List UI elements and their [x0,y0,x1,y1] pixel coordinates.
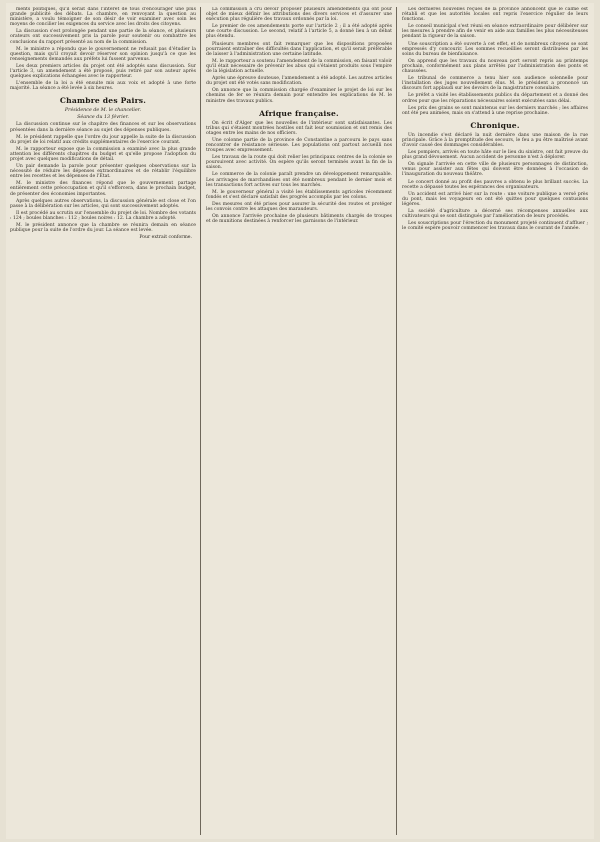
section-heading: Chronique. [470,120,520,130]
article-paragraph: Le commerce de la colonie paraît prendre un développement remarquable. Les arrivages de marchandises ont été nombreux pendant le dernier mois et les transactions fort actives sur tous les marchés. [206,172,392,188]
article-paragraph: La discussion continue sur le chapitre des finances et sur les observations présentées dans la dernière séance au sujet des dépenses publiques. [10,122,196,133]
article-paragraph: M. le président annonce que la chambre se réunira demain en séance publique pour la suite de l'ordre du jour. La séance est levée. [10,223,196,234]
article-paragraph: M. le président rappelle que l'ordre du jour appelle la suite de la discussion du projet de loi relatif aux crédits supplémentaires de l'exercice courant. [10,134,196,145]
section-heading: Afrique française. [259,108,339,118]
section-heading: Chambre des Pairs. [59,96,147,106]
article-paragraph: Après une épreuve douteuse, l'amendement a été adopté. Les autres articles du projet ont été votés sans modification. [206,76,392,87]
article-paragraph: Un accident est arrivé hier sur la route : une voiture publique a versé près du pont, mais les voyageurs en ont été quittes pour quelques contusions légères. [402,191,588,207]
column-3 [402,7,588,835]
article-paragraph: Les dernières nouvelles reçues de la province annoncent que le calme est rétabli et que les autorités locales ont repris l'exercice régulier de leurs fonctions. [402,7,588,23]
article-paragraph: Les pompiers, arrivés en toute hâte sur le lieu du sinistre, ont fait preuve du plus grand dévouement. Aucun accident de personne n'est à déplorer. [402,150,588,161]
column-2 [206,7,392,835]
article-paragraph: M. le ministre a répondu que le gouvernement ne refusait pas d'étudier la question, mais qu'il croyait devoir réserver son opinion jusqu'à ce que les renseignements demandés aux préfets lui fussent parvenus. [10,46,196,62]
article-paragraph: M. le rapporteur a soutenu l'amendement de la commission, en faisant valoir qu'il était nécessaire de prévenir les abus qui s'étaient produits sous l'empire de la législation actuelle. [206,58,392,75]
article-paragraph: Les deux premiers articles du projet ont été adoptés sans discussion. Sur l'article 3, un amendement a été proposé, puis retiré par son auteur après quelques explications échangées avec le rapporteur. [10,63,196,80]
article-paragraph: Les souscriptions pour l'érection du monument projeté continuent d'affluer ; le comité espère pouvoir commencer les travaux dans le courant de l'année. [402,221,588,232]
article-paragraph: Le tribunal de commerce a tenu hier son audience solennelle pour l'installation des juges nouvellement élus. M. le président a prononcé un discours fort applaudi sur les devoirs de la magistrature consulaire. [402,76,588,92]
article-paragraph: Le préfet a visité les établissements publics du département et a donné des ordres pour que les réparations nécessaires soient exécutées sans délai. [402,93,588,104]
article-paragraph: La commission a cru devoir proposer plusieurs amendements qui ont pour objet de mieux définir les attributions des divers services et d'assurer une exécution plus régulière des travaux ordonnés par la loi. [206,7,392,23]
article-paragraph: On annonce l'arrivée prochaine de plusieurs bâtiments chargés de troupes et de munitions destinées à renforcer les garnisons de l'intérieur. [206,214,392,225]
article-paragraph: La discussion s'est prolongée pendant une partie de la séance, et plusieurs orateurs ont successivement pris la parole pour soutenir ou combattre les conclusions du rapport présenté au nom de la commission. [10,29,196,45]
article-paragraph: Un pair demande la parole pour présenter quelques observations sur la nécessité de réduire les dépenses extraordinaires et de rétablir l'équilibre entre les recettes et les dépenses de l'État. [10,164,196,180]
article-paragraph: Plusieurs membres ont fait remarquer que les dispositions proposées pourraient entraîner des difficultés dans l'application, et qu'il serait préférable de laisser à l'administration une certaine latitude. [206,41,392,57]
article-paragraph: Une souscription a été ouverte à cet effet, et de nombreux citoyens se sont empressés d'y concourir. Les sommes recueillies seront distribuées par les soins du bureau de bienfaisance. [402,41,588,57]
article-paragraph: M. le ministre des finances répond que le gouvernement partage entièrement cette préoccupation et qu'il s'efforcera, dans le prochain budget, de présenter des économies importantes. [10,181,196,197]
signature-line: Pour extrait conforme. [139,235,192,241]
article-paragraph: M. le gouverneur général a visité les établissements agricoles récemment fondés et s'est déclaré satisfait des progrès accomplis par les colons. [206,189,392,200]
column-1 [10,7,196,835]
article-paragraph: Les prix des grains se sont maintenus sur les derniers marchés ; les affaires ont été peu animées, mais on s'attend à une reprise prochaine. [402,105,588,116]
article-paragraph: On apprend que les travaux du nouveau port seront repris au printemps prochain, conformément aux plans arrêtés par l'administration des ponts et chaussées. [402,58,588,75]
article-paragraph: Un incendie s'est déclaré la nuit dernière dans une maison de la rue principale. Grâce à la promptitude des secours, le feu a pu être maîtrisé avant d'avoir causé des dommages considérables. [402,132,588,148]
article-paragraph: Après quelques autres observations, la discussion générale est close et l'on passe à la délibération sur les articles, qui sont successivement adoptés. [10,198,196,209]
article-paragraph: Le conseil municipal s'est réuni en séance extraordinaire pour délibérer sur les mesures à prendre afin de venir en aide aux familles les plus nécessiteuses pendant la rigueur de la saison. [402,24,588,40]
article-paragraph: On annonce que la commission chargée d'examiner le projet de loi sur les chemins de fer se réunira demain pour entendre les explications de M. le ministre des travaux publics. [206,88,392,104]
article-paragraph: M. le rapporteur expose que la commission a examiné avec la plus grande attention les différents chapitres du budget et qu'elle propose l'adoption du projet avec quelques modifications de détail. [10,146,196,162]
article-paragraph: Il est procédé au scrutin sur l'ensemble du projet de loi. Nombre des votants : 124 ; boules blanches : 112 ; boules noires : 12. La chambre a adopté. [10,210,196,221]
article-paragraph: Le concert donné au profit des pauvres a obtenu le plus brillant succès. La recette a dépassé toutes les espérances des organisateurs. [402,179,588,190]
newspaper-page [6,3,594,839]
article-paragraph: On signale l'arrivée en cette ville de plusieurs personnages de distinction, venus pour assister aux fêtes qui doivent être données à l'occasion de l'inauguration du nouveau théâtre. [402,162,588,178]
column-divider [396,7,397,835]
article-paragraph: L'ensemble de la loi a été ensuite mis aux voix et adopté à une forte majorité. La séance a été levée à six heures. [10,81,196,92]
article-paragraph: Une colonne partie de la province de Constantine a parcouru le pays sans rencontrer de résistance sérieuse. Les populations ont partout accueilli nos troupes avec empressement. [206,137,392,154]
article-paragraph: La société d'agriculture a décerné ses récompenses annuelles aux cultivateurs qui se sont distingués par l'amélioration de leurs procédés. [402,209,588,220]
article-paragraph: On écrit d'Alger que les nouvelles de l'intérieur sont satisfaisantes. Les tribus qui s'étaient montrées hostiles ont fait leur soumission et ont remis des otages entre les mains de nos officiers. [206,120,392,136]
section-subheading: Séance du 13 février. [77,115,129,121]
article-paragraph: ments politiques, qu'il serait dans l'intérêt de tous d'encourager une plus grande publicité des débats. La chambre, en renvoyant la question au ministère, a voulu témoigner de son désir de voir examiner avec soin les moyens de concilier les exigences du service avec les droits des citoyens. [10,7,196,28]
article-paragraph: Le premier de ces amendements porte sur l'article 2 ; il a été adopté après une courte discussion. Le second, relatif à l'article 5, a donné lieu à un débat plus étendu. [206,24,392,40]
section-subheading: Présidence de M. le chancelier. [64,108,142,114]
article-paragraph: Des mesures ont été prises pour assurer la sécurité des routes et protéger les convois contre les attaques des maraudeurs. [206,201,392,212]
column-divider [200,7,201,835]
article-paragraph: Les travaux de la route qui doit relier les principaux centres de la colonie se poursuivent avec activité. On espère qu'ils seront terminés avant la fin de la saison. [206,155,392,171]
